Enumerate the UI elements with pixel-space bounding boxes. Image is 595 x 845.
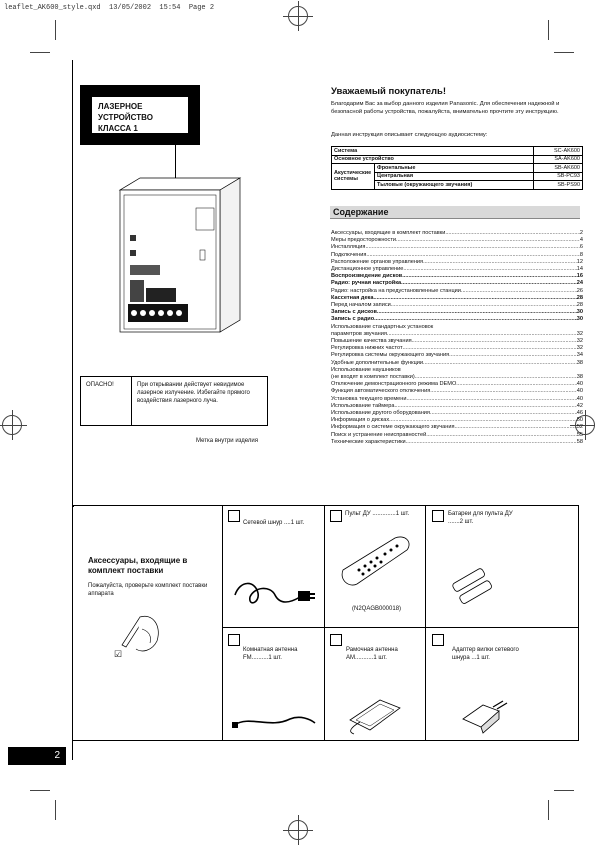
toc-entry-title: Радио: ручная настройка xyxy=(331,280,402,287)
accessory-label-remote: Пульт ДУ ..............1 шт. xyxy=(345,511,410,517)
trim-mark xyxy=(554,790,574,791)
toc-entry-page: 28 xyxy=(576,302,583,309)
toc-entry-title: Поиск и устранение неисправностей xyxy=(331,431,427,438)
remote-control-icon xyxy=(335,530,420,590)
trim-mark xyxy=(548,20,549,40)
toc-entry-title: Инсталляция xyxy=(331,244,366,251)
device-rear-illustration xyxy=(100,170,250,350)
toc-entry-page: 38 xyxy=(576,374,583,381)
toc-entry-title: Технические характеристики xyxy=(331,438,406,445)
system-cell-label: Основное устройство xyxy=(332,155,534,164)
toc-entry-title: (не входят в комплект поставки) xyxy=(331,374,415,381)
toc-entry xyxy=(331,388,583,395)
toc-entry xyxy=(331,244,583,251)
plug-adapter-icon xyxy=(455,695,515,735)
toc-leader-dots xyxy=(377,309,577,316)
toc-entry-title: Повышение качества звучания xyxy=(331,338,412,345)
toc-entry-title: Аксессуары, входящие в комплект поставки xyxy=(331,230,446,236)
toc-entry xyxy=(331,259,583,266)
table-of-contents xyxy=(331,230,583,446)
system-cell-value: SB-PC93 xyxy=(533,172,582,181)
toc-entry xyxy=(331,439,583,446)
toc-entry xyxy=(331,352,583,359)
toc-leader-dots xyxy=(445,230,580,237)
trim-mark xyxy=(55,800,56,820)
toc-leader-dots xyxy=(373,295,576,302)
toc-entry xyxy=(331,367,583,374)
trim-mark xyxy=(30,52,50,53)
toc-entry-title: Перед началом записи xyxy=(331,302,391,309)
toc-entry-title: Использование стандартных установок xyxy=(331,323,434,330)
toc-entry-page: 32 xyxy=(576,345,583,352)
page-number: 2 xyxy=(8,747,66,765)
device-caption: Метка внутри изделия xyxy=(196,438,259,444)
toc-entry-title: Удобные дополнительные функции xyxy=(331,359,424,366)
accessory-checkbox-batteries[interactable] xyxy=(432,510,444,522)
toc-leader-dots xyxy=(426,432,577,439)
toc-leader-dots xyxy=(449,352,577,359)
toc-entry xyxy=(331,338,583,345)
toc-leader-dots xyxy=(387,331,577,338)
greeting-title: Уважаемый покупатель! xyxy=(331,86,447,97)
toc-entry-page: 40 xyxy=(576,395,583,402)
fm-antenna-icon xyxy=(230,705,318,735)
toc-entry xyxy=(331,266,583,273)
toc-entry-title: Регулировка нижних частот xyxy=(331,345,403,352)
toc-leader-dots xyxy=(415,374,577,381)
toc-entry-page: 6 xyxy=(579,244,583,251)
registration-mark-top xyxy=(288,6,308,26)
toc-entry-title: Кассетная дека xyxy=(331,294,374,301)
system-cell-sublabel: Фронтальные xyxy=(375,164,534,173)
toc-entry xyxy=(331,374,583,381)
toc-entry xyxy=(331,360,583,367)
system-table xyxy=(331,146,583,190)
toc-leader-dots xyxy=(423,259,577,266)
caution-label: ОПАСНО! xyxy=(86,382,114,388)
toc-leader-dots xyxy=(389,417,577,424)
toc-entry xyxy=(331,309,583,316)
checkbox-check-icon: ☑ xyxy=(114,649,123,659)
toc-entry-page: 16 xyxy=(576,273,583,280)
toc-entry-page: 52 xyxy=(576,424,583,431)
accessory-label-plug-adapter: Адаптер вилки сетевого шнура ...1 шт. xyxy=(452,647,519,661)
toc-entry-title: Меры предосторожности xyxy=(331,237,397,244)
toc-entry-title: Регулировка системы окружающего звучания xyxy=(331,352,450,359)
toc-entry-title: Информация о дисках xyxy=(331,417,390,424)
system-cell-sublabel: Тыловые (окружающего звучания) xyxy=(375,181,534,190)
toc-leader-dots xyxy=(403,266,576,273)
toc-leader-dots xyxy=(366,252,579,259)
toc-leader-dots xyxy=(394,403,576,410)
table-row xyxy=(332,147,583,156)
toc-leader-dots xyxy=(365,244,579,251)
toc-entry-title: Установка текущего времени xyxy=(331,395,407,402)
toc-entry-page: 2 xyxy=(579,230,583,236)
toc-entry-page: 50 xyxy=(576,417,583,424)
trim-mark xyxy=(548,800,549,820)
am-loop-antenna-icon xyxy=(340,690,410,735)
toc-entry-page: 34 xyxy=(576,352,583,359)
caution-divider xyxy=(131,377,132,425)
toc-entry xyxy=(331,345,583,352)
toc-leader-dots xyxy=(430,410,577,417)
accessory-checkbox-plug-adapter[interactable] xyxy=(432,634,444,646)
system-cell-sublabel: Центральная xyxy=(375,172,534,181)
toc-entry-page: 38 xyxy=(576,359,583,366)
accessory-checkbox-power-cord[interactable] xyxy=(228,510,240,522)
system-cell-label: Система xyxy=(332,147,534,156)
toc-entry-page: 55 xyxy=(576,431,583,438)
toc-entry xyxy=(331,410,583,417)
laser-label-line2: КЛАССА 1 xyxy=(98,124,138,133)
toc-leader-dots xyxy=(401,280,577,287)
toc-entry-page: 40 xyxy=(576,381,583,388)
accessories-divider xyxy=(324,505,325,741)
accessory-label-am-antenna: Рамочная антенна AM...........1 шт. xyxy=(346,647,398,661)
laser-label-line1: ЛАЗЕРНОЕ УСТРОЙСТВО xyxy=(98,102,153,122)
accessories-right-rule xyxy=(578,505,579,741)
toc-entry xyxy=(331,237,583,244)
toc-entry-title: Использование наушников xyxy=(331,366,401,373)
system-cell-value: SA-AK600 xyxy=(533,155,582,164)
accessory-checkbox-fm-antenna[interactable] xyxy=(228,634,240,646)
table-row xyxy=(332,155,583,164)
toc-entry-title: Функция автоматического отключения xyxy=(331,388,431,395)
accessories-row-divider xyxy=(222,627,578,628)
toc-entry xyxy=(331,230,583,237)
toc-entry-page: 58 xyxy=(576,438,583,445)
toc-entry xyxy=(331,324,583,331)
toc-leader-dots xyxy=(403,345,577,352)
toc-leader-dots xyxy=(396,237,580,244)
accessories-divider xyxy=(222,505,223,741)
toc-entry-page: 14 xyxy=(576,266,583,273)
left-margin-rule xyxy=(72,60,73,760)
toc-entry-page: 30 xyxy=(576,309,583,316)
toc-entry-page: 28 xyxy=(576,294,583,301)
accessory-checkbox-remote[interactable] xyxy=(330,510,342,522)
toc-leader-dots xyxy=(374,316,577,323)
toc-entry-page: 4 xyxy=(579,237,583,244)
toc-leader-dots xyxy=(406,439,577,446)
registration-mark-bottom xyxy=(288,820,308,840)
power-cord-icon xyxy=(230,575,318,615)
toc-entry xyxy=(331,295,583,302)
accessory-label-batteries: Батареи для пульта ДУ .......2 шт. xyxy=(448,511,513,525)
system-cell-label: Акустические системы xyxy=(332,164,375,190)
table-row xyxy=(332,164,583,173)
toc-entry-page: 40 xyxy=(576,388,583,395)
toc-title: Содержание xyxy=(333,207,389,217)
toc-entry xyxy=(331,432,583,439)
toc-entry xyxy=(331,403,583,410)
accessories-note: Пожалуйста, проверьте комплект поставки аппарата xyxy=(88,583,208,597)
toc-leader-dots xyxy=(412,338,577,345)
toc-entry-page: 32 xyxy=(576,330,583,337)
toc-entry xyxy=(331,252,583,259)
toc-leader-dots xyxy=(402,273,577,280)
greeting-system-intro: Данная инструкция описывает следующую аудиосистему: xyxy=(331,132,488,138)
toc-leader-dots xyxy=(423,360,577,367)
toc-entry xyxy=(331,280,583,287)
toc-entry xyxy=(331,424,583,431)
toc-entry-title: Использование таймера xyxy=(331,402,395,409)
toc-entry xyxy=(331,302,583,309)
trim-mark xyxy=(55,20,56,40)
system-cell-value: SB-PS90 xyxy=(533,181,582,190)
toc-entry-page: 30 xyxy=(576,316,583,323)
accessory-checkbox-am-antenna[interactable] xyxy=(330,634,342,646)
toc-entry-title: Дистанционное управление xyxy=(331,266,404,273)
greeting-paragraph: Благодарим Вас за выбор данного изделия Panasonic. Для обеспечения надежной и безопасной работы устройства, пожалуйста, внимательно прочтите эту инструкцию. xyxy=(331,101,560,115)
toc-entry-page: 46 xyxy=(576,410,583,417)
file-info-header: leaflet_AK600_style.qxd 13/05/2002 15:54 Page 2 xyxy=(4,4,215,12)
toc-leader-dots xyxy=(430,388,576,395)
accessory-label-fm-antenna: Комнатная антенна FM..........1 шт. xyxy=(243,647,298,661)
toc-entry-page: 42 xyxy=(576,402,583,409)
system-cell-value: SC-AK600 xyxy=(533,147,582,156)
registration-mark-left xyxy=(2,415,22,435)
toc-entry-page: 24 xyxy=(576,280,583,287)
toc-leader-dots xyxy=(455,424,577,431)
caution-text: При открывании действует невидимое лазерное излучение. Избегайте прямого воздействия лазерного луча. xyxy=(137,382,250,404)
toc-leader-dots xyxy=(461,288,577,295)
toc-leader-dots xyxy=(456,381,576,388)
laser-label xyxy=(90,95,190,135)
toc-leader-dots xyxy=(391,302,577,309)
remote-model-code: (N2QAGB000018) xyxy=(352,606,402,612)
accessories-title: Аксессуары, входящие в комплект поставки xyxy=(88,556,188,575)
toc-entry-title: параметров звучания xyxy=(331,330,387,337)
toc-entry-title: Подключения xyxy=(331,251,367,258)
toc-entry xyxy=(331,381,583,388)
accessories-top-rule xyxy=(72,505,578,506)
toc-leader-dots xyxy=(407,396,577,403)
toc-entry xyxy=(331,417,583,424)
toc-entry-title: Радио: настройка на предустановленные станции xyxy=(331,287,461,294)
toc-entry-title: Запись с радио xyxy=(331,316,375,323)
accessories-divider xyxy=(425,505,426,741)
batteries-icon xyxy=(450,565,500,605)
toc-entry-title: Воспроизведение дисков xyxy=(331,273,403,280)
toc-entry-title: Информация о системе окружающего звучания xyxy=(331,424,455,431)
trim-mark xyxy=(30,790,50,791)
toc-entry-title: Отключение демонстрационного режима DEMO xyxy=(331,381,457,388)
toc-entry xyxy=(331,316,583,323)
toc-entry-title: Запись с дисков xyxy=(331,309,377,316)
toc-entry-page: 12 xyxy=(576,258,583,265)
toc-entry-page: 8 xyxy=(579,251,583,258)
accessory-label-power-cord: Сетевой шнур ....1 шт. xyxy=(243,520,305,526)
toc-entry-title: Использование другого оборудования xyxy=(331,410,430,417)
caution-box xyxy=(80,376,268,426)
toc-entry-page: 32 xyxy=(576,338,583,345)
trim-mark xyxy=(554,52,574,53)
system-cell-value: SB-AK600 xyxy=(533,164,582,173)
toc-entry-title: Расположение органов управления xyxy=(331,258,424,265)
toc-entry xyxy=(331,331,583,338)
toc-entry-page: 26 xyxy=(576,287,583,294)
accessories-bottom-rule xyxy=(72,740,578,741)
toc-entry xyxy=(331,288,583,295)
toc-entry xyxy=(331,396,583,403)
